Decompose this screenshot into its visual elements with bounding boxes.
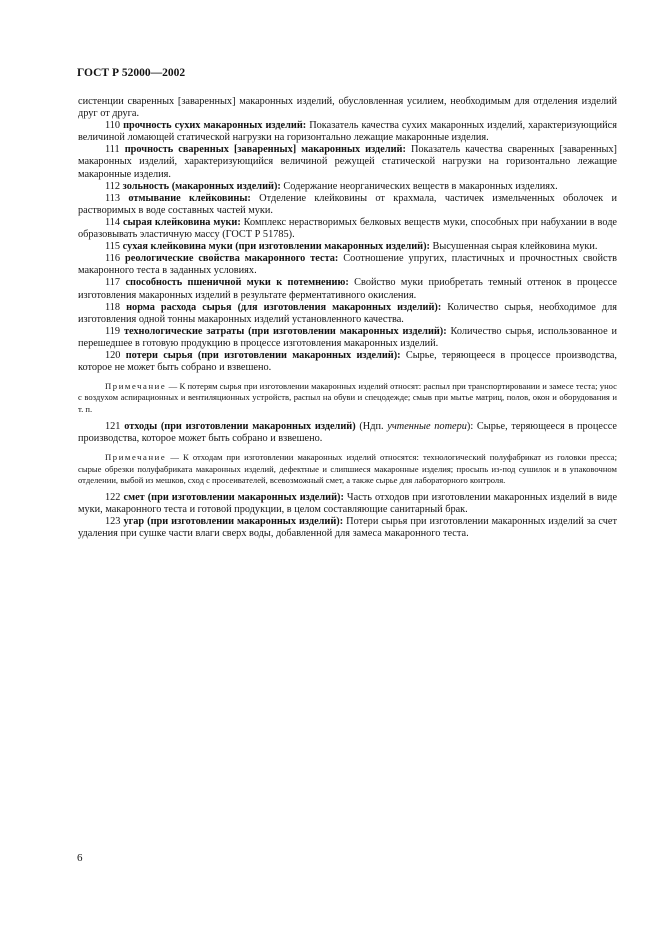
entry-term: зольность (макаронных изделий): [122, 180, 281, 192]
note-text: — К отходам при изготовлении макаронных изделий относятся: технологический полуфабрикат из головки пресса; сырые обрезки полуфабриката макаронных изделий, дефектные и слипшиеся макаронные изделия; просыпь из-под сушилок и в упаковочном отделении, выбой из мешков, сход с просеивателей, всевозможный смет, а также сырье для лабораторного контроля. [78, 452, 617, 485]
entry-number: 120 [105, 349, 121, 361]
entry-117 [78, 277, 617, 301]
entry-number: 123 [105, 516, 121, 528]
paragraph-continuation: систенции сваренных [заваренных] макаронных изделий, обусловленная усилием, необходимым для отделения изделий друг от друга. [78, 96, 617, 120]
entry-number: 111 [105, 144, 120, 156]
entry-definition: Часть отходов при изготовлении макаронных изделий в виде муки, макаронного теста и готовой продукции, в целом составляющие санитарный брак. [78, 492, 618, 516]
entry-definition: Отделение клейковины от крахмала, частичек измельченных оболочек и растворимых в воде составных частей муки. [78, 192, 618, 216]
note-1 [78, 381, 617, 415]
entry-number: 116 [105, 253, 121, 265]
entry-definition: Сырье, теряющееся в процессе производства, которое не может быть собрано и взвешено. [78, 349, 617, 374]
entry-term: технологические затраты (при изготовлении макаронных изделий): [123, 325, 447, 337]
note-label: Примечание [105, 381, 167, 392]
entry-116 [78, 253, 617, 277]
entry-118 [78, 302, 617, 326]
entry-definition: Свойство муки приобретать темный оттенок в процессе изготовления макаронных изделий в результате ферментативного окисления. [78, 277, 617, 301]
entry-113 [78, 193, 617, 217]
entry-112 [78, 181, 617, 193]
note-label: Примечание [105, 452, 167, 463]
entry-number: 118 [105, 301, 121, 313]
entry-111 [78, 144, 617, 180]
entry-definition: Количество сырья, использованное и перешедшее в готовую продукцию в процессе изготовления макаронных изделий. [78, 325, 618, 349]
page-number: 6 [77, 852, 83, 864]
document-header: ГОСТ Р 52000—2002 [77, 67, 186, 79]
entry-prefix: (Ндп. [355, 421, 388, 433]
entry-term: прочность сухих макаронных изделий: [123, 120, 307, 132]
document-body [78, 96, 617, 541]
entry-number: 115 [105, 241, 121, 253]
entry-term: отмывание клейковины: [128, 192, 251, 204]
entry-115 [78, 241, 617, 253]
entry-number: 122 [105, 492, 121, 504]
entry-term: угар (при изготовлении макаронных изделий): [123, 516, 344, 528]
entry-term: смет (при изготовлении макаронных изделий): [123, 492, 344, 504]
entry-number: 113 [105, 192, 121, 204]
entry-term: отходы (при изготовлении макаронных изделий) [124, 421, 356, 433]
entry-term: сухая клейковина муки (при изготовлении макаронных изделий): [122, 241, 430, 253]
entry-number: 121 [105, 421, 121, 433]
entry-definition: Соотношение упругих, пластичных и прочностных свойств макаронного теста в заданных условиях. [78, 253, 617, 277]
entry-definition: Потери сырья при изготовлении макаронных изделий за счет удаления при сушке части влаги сверх воды, добавленной для замеса макаронного теста. [78, 516, 617, 540]
entry-number: 117 [105, 277, 121, 289]
entry-definition: Количество сырья, необходимое для изготовления одной тонны макаронных изделий установленного качества. [78, 301, 617, 325]
entry-122 [78, 492, 617, 516]
entry-definition: Высушенная сырая клейковина муки. [429, 241, 598, 253]
entry-term: сырая клейковина муки: [122, 216, 241, 228]
entry-definition: Показатель качества сваренных [заваренных] макаронных изделий, характеризующийся величиной режущей статической нагрузки на горизонтально лежащие макаронные изделия. [78, 144, 617, 180]
entry-definition: Показатель качества сухих макаронных изделий, характеризующийся величиной ломающей статической нагрузки на горизонтально лежащие макаронные изделия. [78, 120, 617, 144]
entry-definition: Комплекс нерастворимых белковых веществ муки, способных при набухании в воде образовывать эластичную массу (ГОСТ Р 51785). [78, 216, 617, 241]
entry-121 [78, 421, 617, 445]
entry-term: норма расхода сырья (для изготовления макаронных изделий): [126, 301, 442, 313]
entry-term: реологические свойства макаронного теста: [125, 253, 339, 265]
entry-term: способность пшеничной муки к потемнению: [125, 277, 349, 289]
entry-number: 112 [105, 180, 121, 192]
entry-term: потери сырья (при изготовлении макаронных изделий): [125, 349, 401, 361]
entry-123 [78, 516, 617, 540]
note-text: — К потерям сырья при изготовлении макаронных изделий относят: распыл при транспортировании и замесе теста; унос с воздухом аспирационных и вентиляционных устройств, распыл на обуви и спецодежде; смыв при мытье матриц, полов, окон и оборудования и т. п. [78, 381, 617, 414]
entry-number: 119 [105, 325, 121, 337]
entry-119 [78, 326, 617, 350]
entry-number: 114 [105, 216, 121, 228]
note-2 [78, 452, 617, 486]
entry-definition: ): Сырье, теряющееся в процессе производства, которое может быть собрано и взвешено. [78, 421, 618, 445]
deprecated-term: учтенные потери [387, 421, 467, 433]
entry-120 [78, 350, 617, 374]
entry-definition: Содержание неорганических веществ в макаронных изделиях. [280, 180, 558, 192]
entry-110 [78, 120, 617, 144]
entry-number: 110 [105, 120, 121, 132]
entry-term: прочность сваренных [заваренных] макаронных изделий: [124, 144, 406, 156]
entry-114 [78, 217, 617, 241]
